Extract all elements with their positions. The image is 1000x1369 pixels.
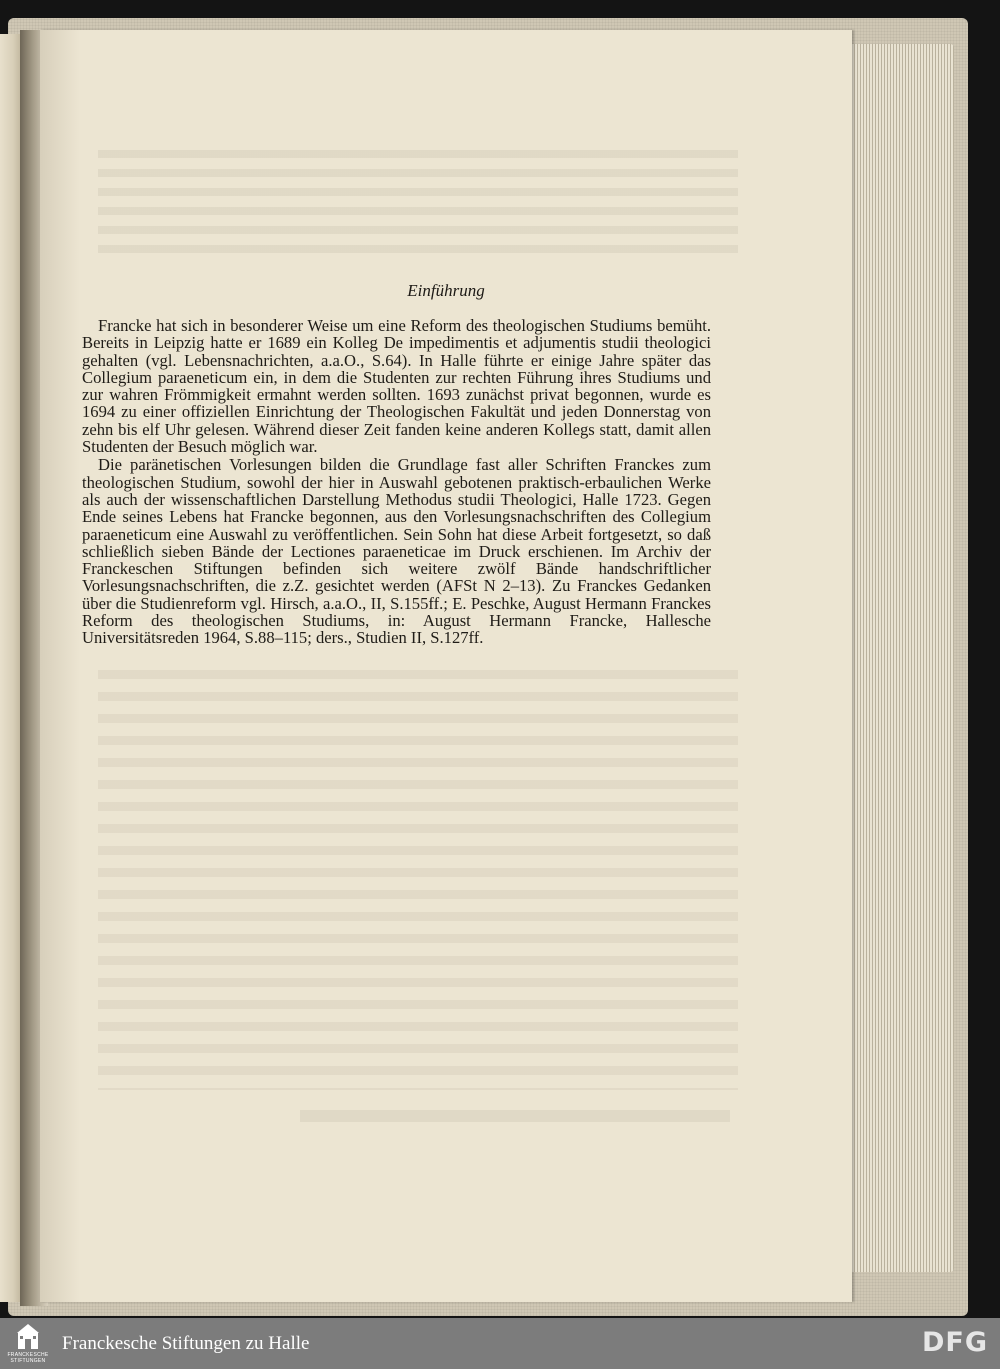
foundation-emblem-icon: [15, 1323, 41, 1351]
book-page: [40, 30, 852, 1302]
logo-caption-line: FRANCKESCHE: [7, 1352, 49, 1358]
logo-caption-line: STIFTUNGEN: [10, 1358, 46, 1364]
dfg-logo[interactable]: DFG: [921, 1327, 988, 1358]
footer-title: Franckesche Stiftungen zu Halle: [62, 1332, 310, 1354]
show-through-text: [98, 670, 738, 1090]
logo-caption: [7, 1352, 48, 1364]
show-through-footnote: [300, 1110, 730, 1122]
paragraph: Francke hat sich in besonderer Weise um eine Reform des theologischen Studiums bemüht. Bereits in Leipzig hatte er 1689 ein Kolleg De impedimentis et adjumentis studii theologici gehalten (vgl. Lebensnachrichten, a.a.O., S.64). In Halle führte er einige Jahre später das Collegium paraeneticum ein, in dem die Studenten zur rechten Führung ihres Studiums und zur wahren Frömmigkeit ermahnt werden sollten. 1693 zunächst privat begonnen, wurde es 1694 zu einer offiziellen Einrichtung der Theologischen Fakultät und jeden Donnerstag von zehn bis elf Uhr gelesen. Während dieser Zeit fanden keine anderen Kollegs statt, damit allen Studenten der Besuch möglich war.: [82, 316, 711, 457]
left-page-edge: [0, 34, 22, 1302]
foundation-logo[interactable]: [4, 1318, 52, 1369]
footer-bar: [0, 1318, 1000, 1369]
paragraph: Die paränetischen Vorlesungen bilden die Grundlage fast aller Schriften Franckes zum theologischen Studium, sowohl der hier in Auswahl gebotenen praktisch-erbaulichen Werke als auch der wissenschaftlichen Darstellung Methodus studii Theologici, Halle 1723. Gegen Ende seines Lebens hat Francke begonnen, aus den Vorlesungsnachschriften des Collegium paraeneticum eine Auswahl zu veröffentlichen. Sein Sohn hat diese Arbeit fortgesetzt, so daß schließlich sieben Bände der Lectiones paraeneticae im Druck erschienen. Im Archiv der Franckeschen Stiftungen befinden sich weitere zwölf Bände handschriftlicher Vorlesungsnachschriften, die z.Z. gesichtet werden (AFSt N 2–13). Zu Franckes Gedanken über die Studienreform vgl. Hirsch, a.a.O., II, S.155ff.; E. Peschke, August Hermann Franckes Reform des theologischen Studiums, in: August Hermann Francke, Hallesche Universitätsreden 1964, S.88–115; ders., Studien II, S.127ff.: [82, 455, 711, 648]
show-through-text: [98, 150, 738, 260]
page-heading: Einführung: [407, 281, 485, 300]
page-edges: [846, 44, 954, 1272]
body-text: [82, 317, 711, 647]
